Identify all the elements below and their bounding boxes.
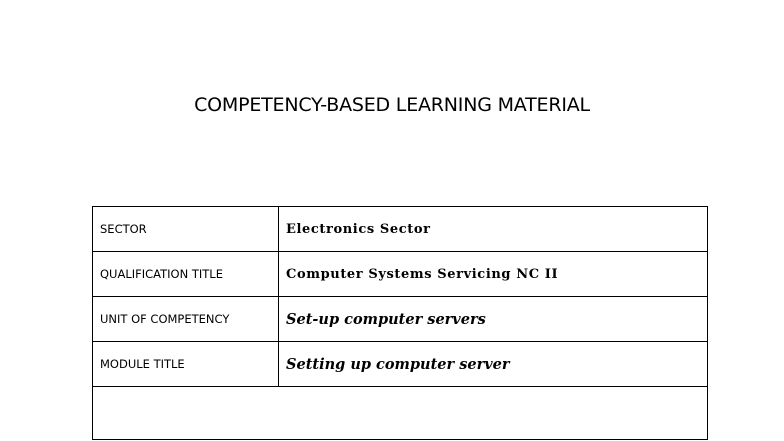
module-title-row (93, 342, 708, 387)
document-title: COMPETENCY-BASED LEARNING MATERIAL (194, 94, 590, 116)
sector-row (93, 207, 708, 252)
module-title-value: Setting up computer server (279, 342, 708, 387)
empty-row (93, 387, 708, 440)
module-info-table (92, 206, 708, 440)
unit-of-competency-label: UNIT OF COMPETENCY (93, 297, 279, 342)
empty-cell (93, 387, 708, 440)
unit-of-competency-row (93, 297, 708, 342)
sector-value: Electronics Sector (279, 207, 708, 252)
qualification-title-label: QUALIFICATION TITLE (93, 252, 279, 297)
qualification-title-row (93, 252, 708, 297)
module-title-label: MODULE TITLE (93, 342, 279, 387)
qualification-title-value: Computer Systems Servicing NC II (279, 252, 708, 297)
sector-label: SECTOR (93, 207, 279, 252)
unit-of-competency-value: Set-up computer servers (279, 297, 708, 342)
